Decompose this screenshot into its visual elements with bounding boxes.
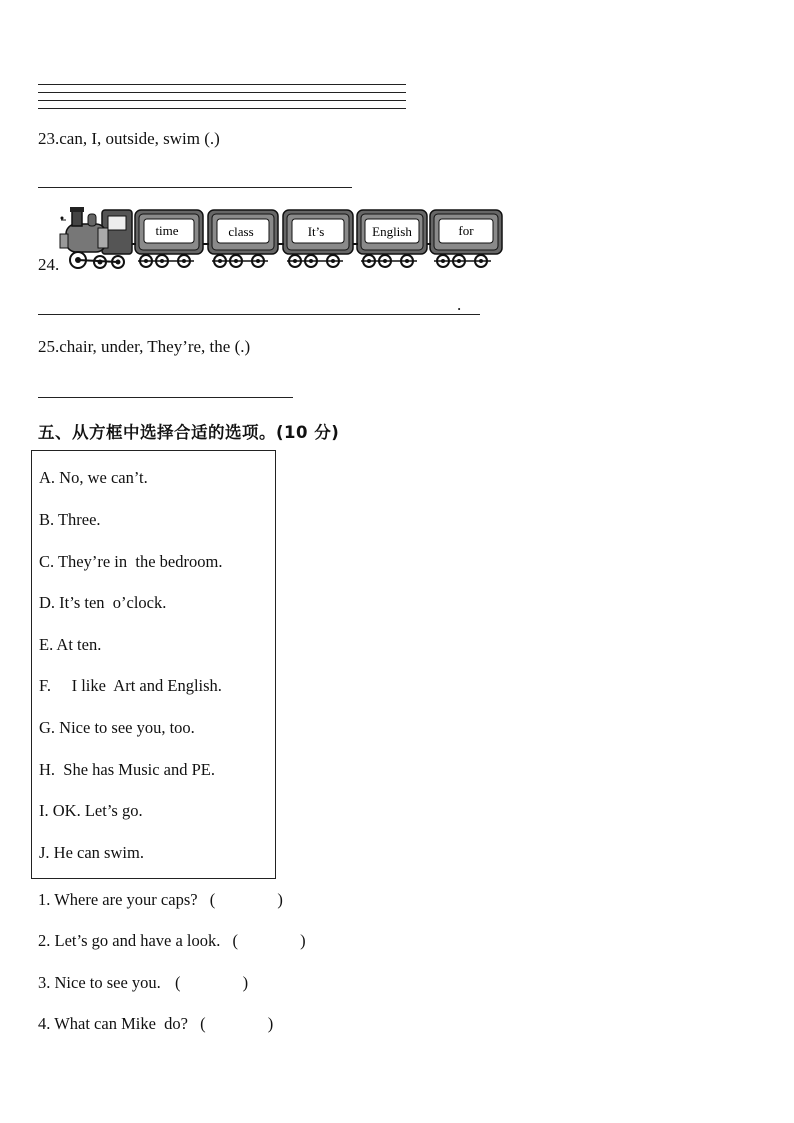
question-25-number: 25. [38,337,60,356]
answer-line-25 [38,397,293,398]
option-e: E. At ten. [39,635,102,654]
options-box [31,450,276,879]
option-c: C. They’re in the bedroom. [39,552,223,571]
question-23 [38,129,220,149]
train-wagon-1 [132,210,203,267]
train-illustration [58,204,504,274]
train-word-1: time [155,223,179,238]
section-5-heading: 五、从方框中选择合适的选项。(10 分) [38,423,340,442]
question-3-open-paren: ( [174,973,181,992]
question-4-text: 4. What can Mike do? [38,1014,188,1033]
train-wagon-5 [427,210,502,267]
train-word-4: English [372,224,412,239]
question-23-number: 23. [38,129,60,148]
option-b: B. Three. [39,510,101,529]
question-3-close-paren[interactable]: ) [242,973,249,992]
question-3-text: 3. Nice to see you. [38,973,161,992]
answer-line-top-3 [38,100,406,101]
question-2-text: 2. Let’s go and have a look. [38,931,221,950]
option-h: H. She has Music and PE. [39,760,215,779]
option-f: F. I like Art and English. [39,676,222,695]
answer-line-top-4 [38,108,406,109]
answer-line-24 [38,314,480,315]
option-j: J. He can swim. [39,843,144,862]
option-a: A. No, we can’t. [39,468,148,487]
question-1-open-paren: ( [209,890,216,909]
question-row-1 [38,890,283,910]
question-1-close-paren[interactable]: ) [277,890,283,909]
train-word-3: It’s [307,224,325,239]
question-row-4 [38,1014,273,1034]
option-i: I. OK. Let’s go. [39,801,143,820]
question-2-close-paren[interactable]: ) [300,931,306,950]
train-word-2: class [228,224,254,239]
question-1-text: 1. Where are your caps? [38,890,198,909]
train-word-5: for [458,223,474,238]
question-row-2 [38,931,306,951]
question-4-open-paren: ( [200,1014,206,1033]
answer-line-top-2 [38,92,406,93]
question-25 [38,337,250,357]
answer-line-23 [38,187,352,188]
question-row-3 [38,973,248,993]
option-d: D. It’s ten o’clock. [39,593,167,612]
question-4-close-paren[interactable]: ) [267,1014,274,1033]
question-24-period: . [457,295,462,314]
answer-line-top-1 [38,84,406,85]
locomotive-icon [60,207,132,268]
question-24-number: 24. [38,255,60,274]
question-2-open-paren: ( [232,931,238,950]
option-g: G. Nice to see you, too. [39,718,195,737]
question-23-words: can, I, outside, swim (.) [59,129,220,148]
question-25-words: chair, under, They’re, the (.) [59,337,251,356]
